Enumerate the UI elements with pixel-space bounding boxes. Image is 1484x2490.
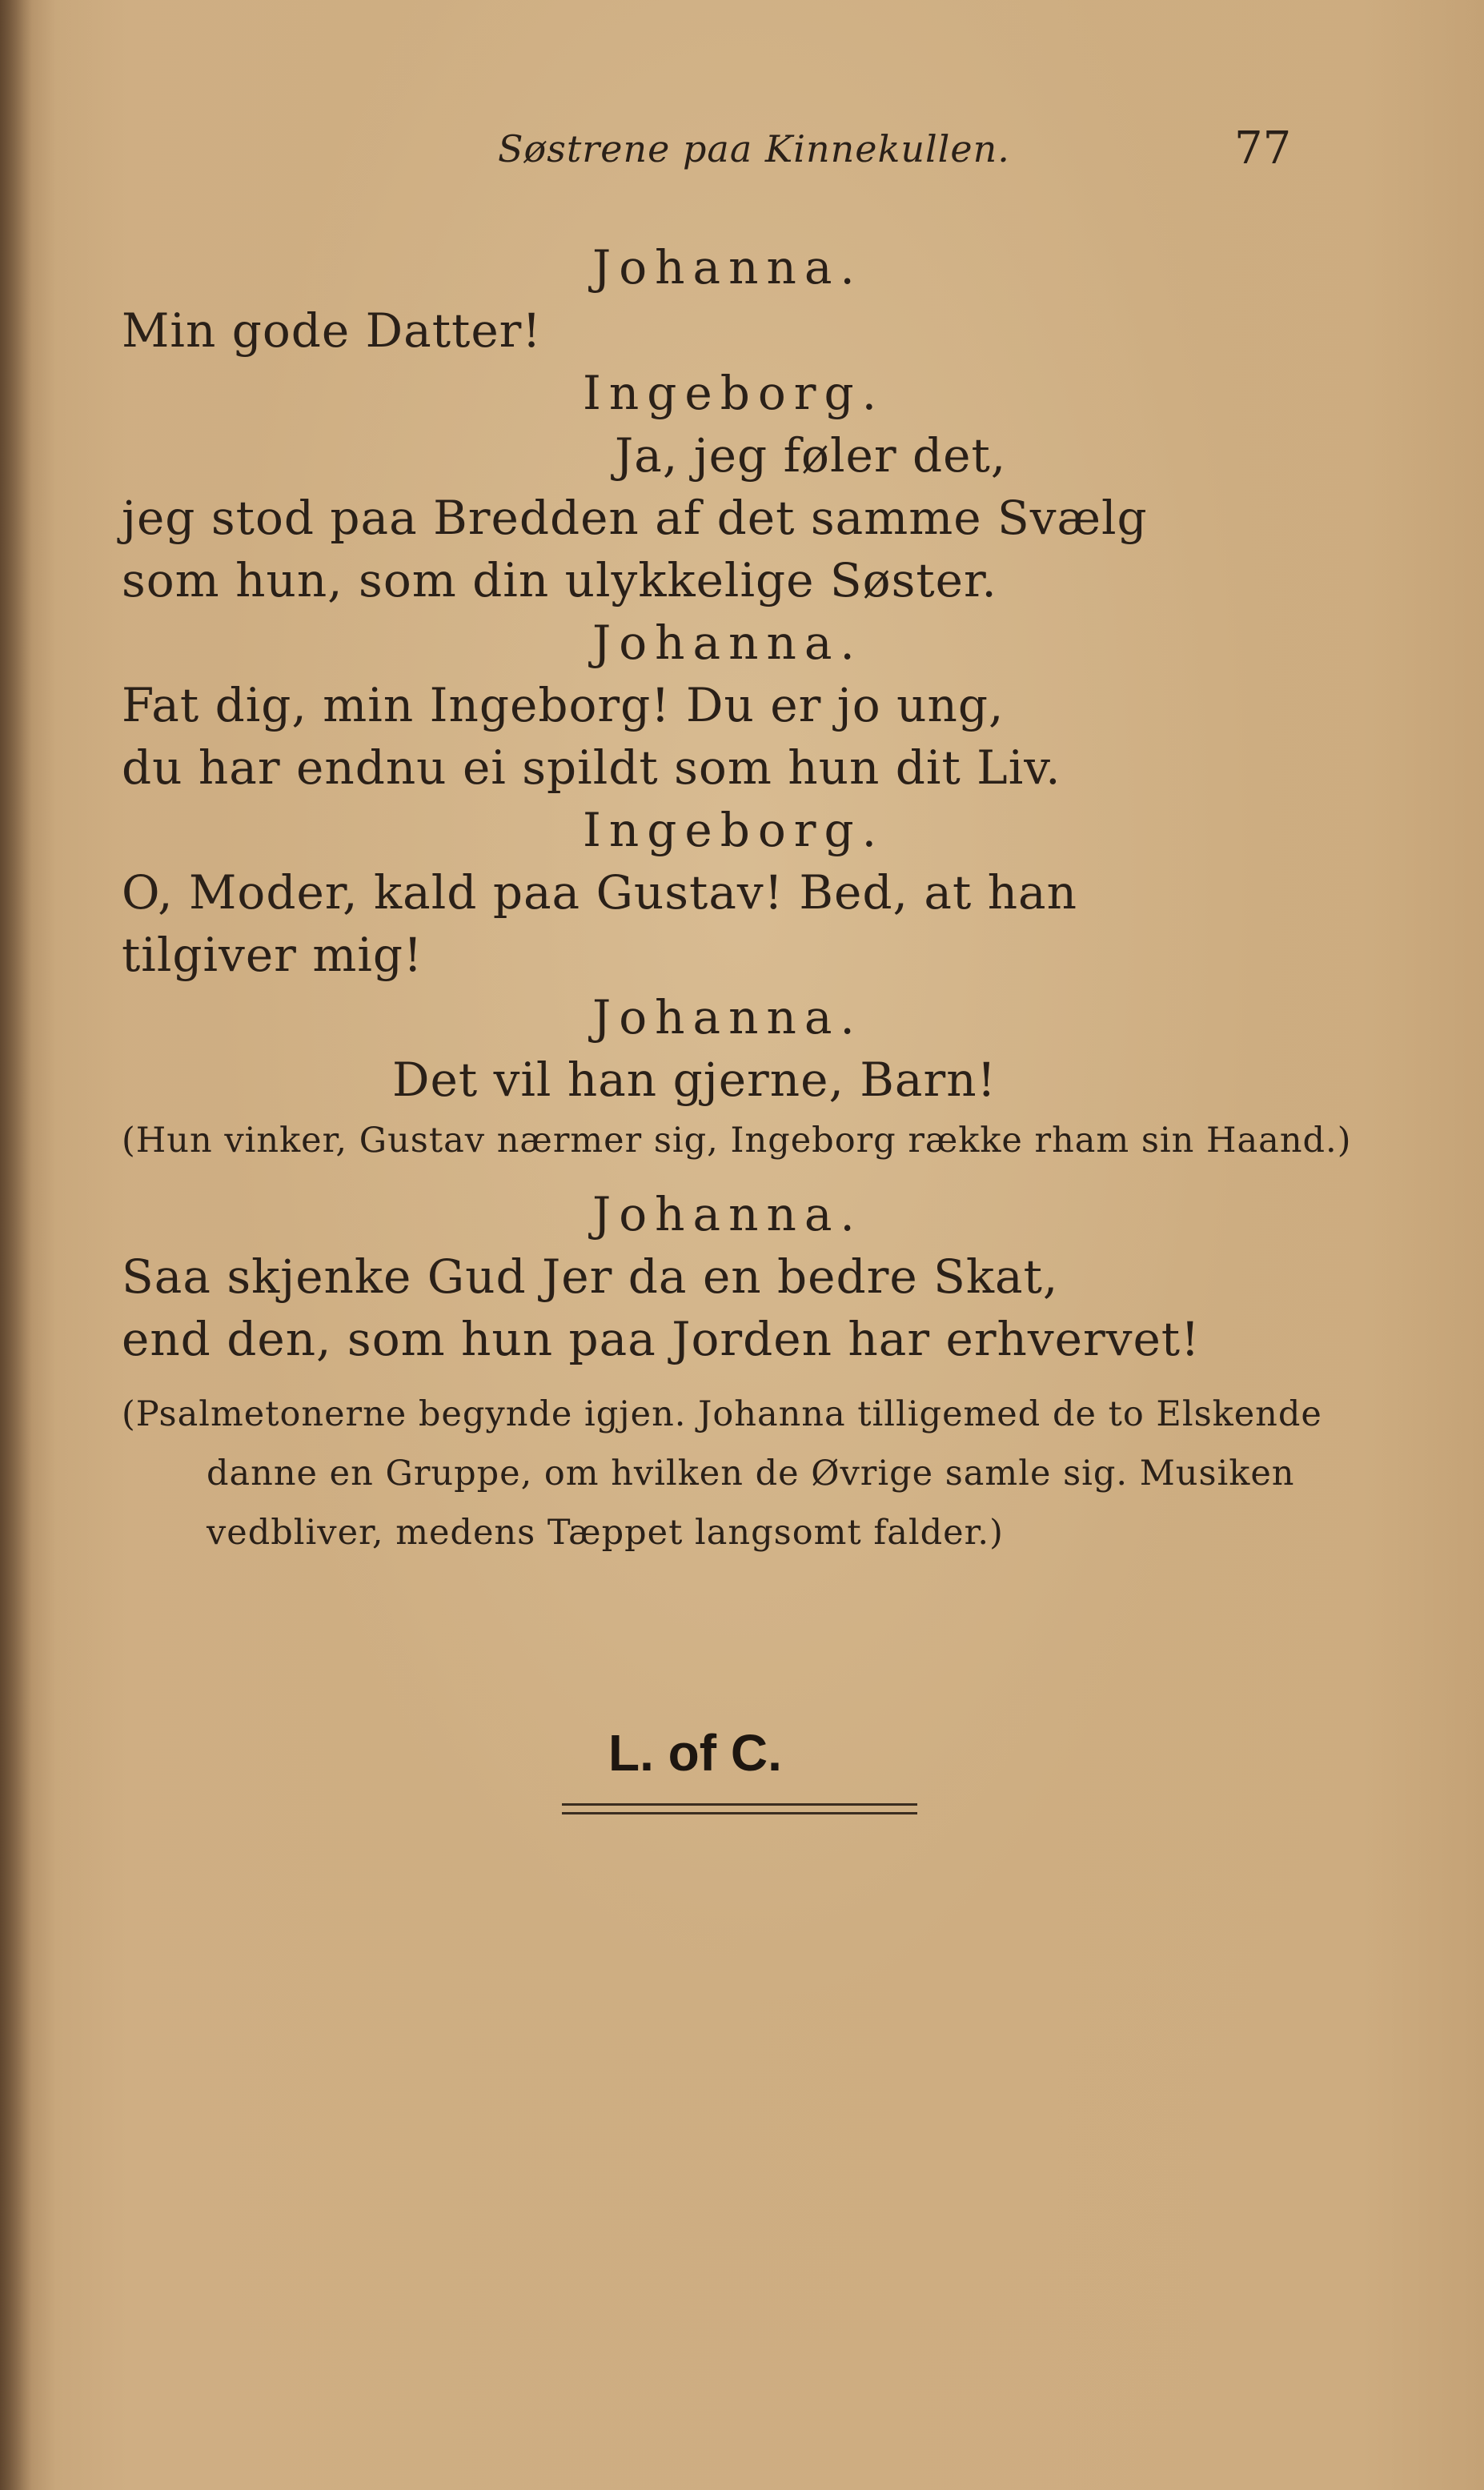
page-number: 77	[1234, 122, 1292, 174]
speaker-name: Johanna.	[592, 1187, 863, 1241]
verse-line: Det vil han gjerne, Barn!	[392, 1053, 997, 1107]
verse-line: O, Moder, kald paa Gustav! Bed, at han	[122, 865, 1077, 920]
stage-direction: danne en Gruppe, om hvilken de Øvrige samle sig. Musiken	[207, 1454, 1295, 1494]
verse-line: tilgiver mig!	[122, 928, 423, 982]
verse-line: Ja, jeg føler det,	[615, 428, 1007, 483]
stage-direction: (Hun vinker, Gustav nærmer sig, Ingeborg række rham sin Haand.)	[122, 1121, 1352, 1161]
running-head: Søstrene paa Kinnekullen.	[498, 127, 1010, 170]
speaker-name: Ingeborg.	[583, 366, 885, 420]
library-stamp: L. of C.	[608, 1724, 782, 1782]
verse-line: som hun, som din ulykkelige Søster.	[122, 553, 997, 607]
verse-line: Min gode Datter!	[122, 303, 542, 358]
verse-line: end den, som hun paa Jorden har erhvervet!	[122, 1312, 1201, 1366]
end-rule-top	[562, 1803, 917, 1806]
stage-direction: vedbliver, medens Tæppet langsomt falder.)	[207, 1513, 1004, 1553]
stage-direction: (Psalmetonerne begynde igjen. Johanna tilligemed de to Elskende	[122, 1394, 1322, 1434]
verse-line: Fat dig, min Ingeborg! Du er jo ung,	[122, 678, 1005, 732]
binding-shadow	[0, 0, 32, 2490]
end-rule-bottom	[562, 1812, 917, 1814]
speaker-name: Ingeborg.	[583, 803, 885, 857]
verse-line: du har endnu ei spildt som hun dit Liv.	[122, 740, 1061, 795]
speaker-name: Johanna.	[592, 990, 863, 1045]
speaker-name: Johanna.	[592, 240, 863, 295]
verse-line: Saa skjenke Gud Jer da en bedre Skat,	[122, 1249, 1059, 1304]
verse-line: jeg stod paa Bredden af det samme Svælg	[122, 491, 1148, 545]
speaker-name: Johanna.	[592, 615, 863, 670]
